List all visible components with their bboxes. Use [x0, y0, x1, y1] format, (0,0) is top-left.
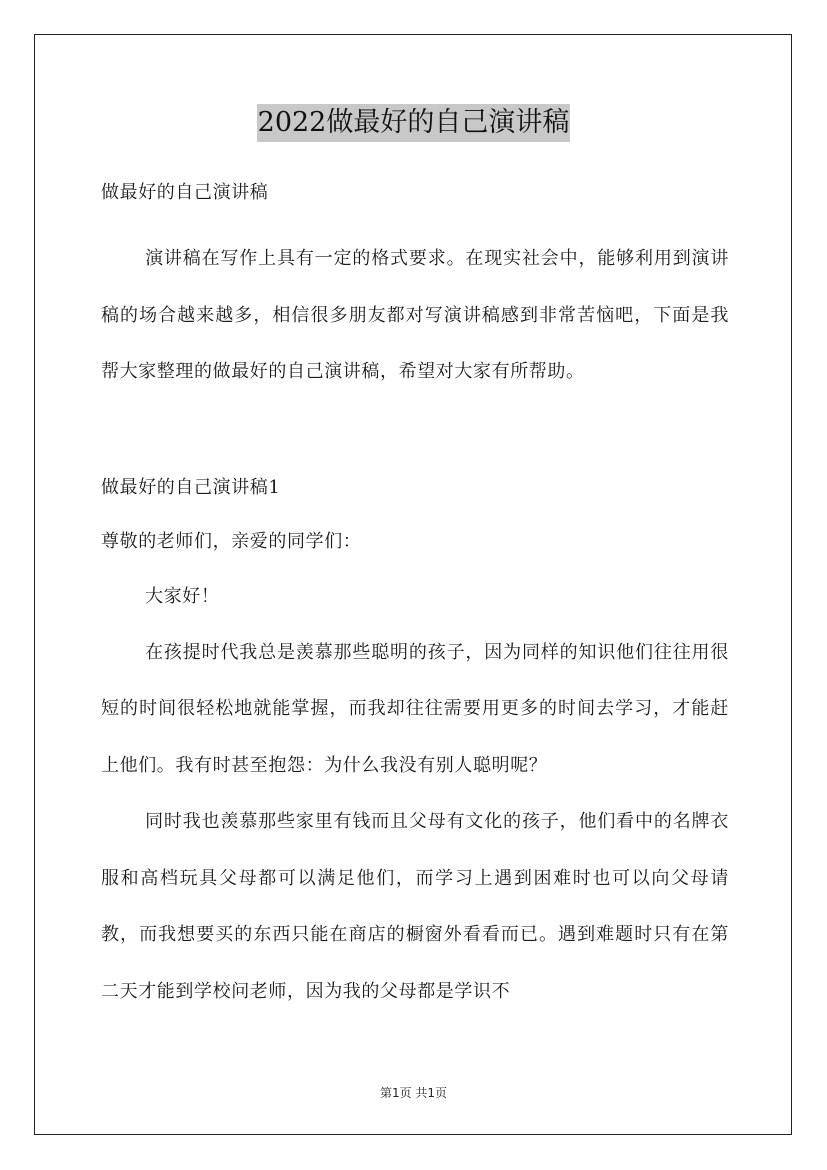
- salutation: 尊敬的老师们，亲爱的同学们：: [101, 530, 362, 552]
- section-heading: 做最好的自己演讲稿1: [101, 476, 281, 498]
- body-paragraph-2: 同时我也羡慕那些家里有钱而且父母有文化的孩子，他们看中的名牌衣服和高档玩具父母都可以满足他们，而学习上遇到困难时也可以向父母请教，而我想要买的东西只能在商店的橱窗外看看而已。遇到难题时只有在第二天才能到学校问老师，因为我的父母都是学识不: [101, 811, 729, 1002]
- greeting: 大家好！: [145, 585, 220, 607]
- document-body: [101, 174, 729, 1020]
- title-container: [0, 104, 827, 142]
- body-paragraph-1: 在孩提时代我总是羡慕那些聪明的孩子，因为同样的知识他们往往用很短的时间很轻松地就能掌握，而我却往往需要用更多的时间去学习，才能赶上他们。我有时甚至抱怨：为什么我没有别人聪明呢？: [101, 641, 729, 776]
- document-subtitle: 做最好的自己演讲稿: [101, 182, 269, 203]
- page-footer: 第1页 共1页: [379, 1086, 448, 1100]
- document-title: 2022做最好的自己演讲稿: [257, 104, 571, 142]
- intro-paragraph: 演讲稿在写作上具有一定的格式要求。在现实社会中，能够利用到演讲稿的场合越来越多，相信很多朋友都对写演讲稿感到非常苦恼吧，下面是我帮大家整理的做最好的自己演讲稿，希望对大家有所帮助。: [101, 248, 729, 382]
